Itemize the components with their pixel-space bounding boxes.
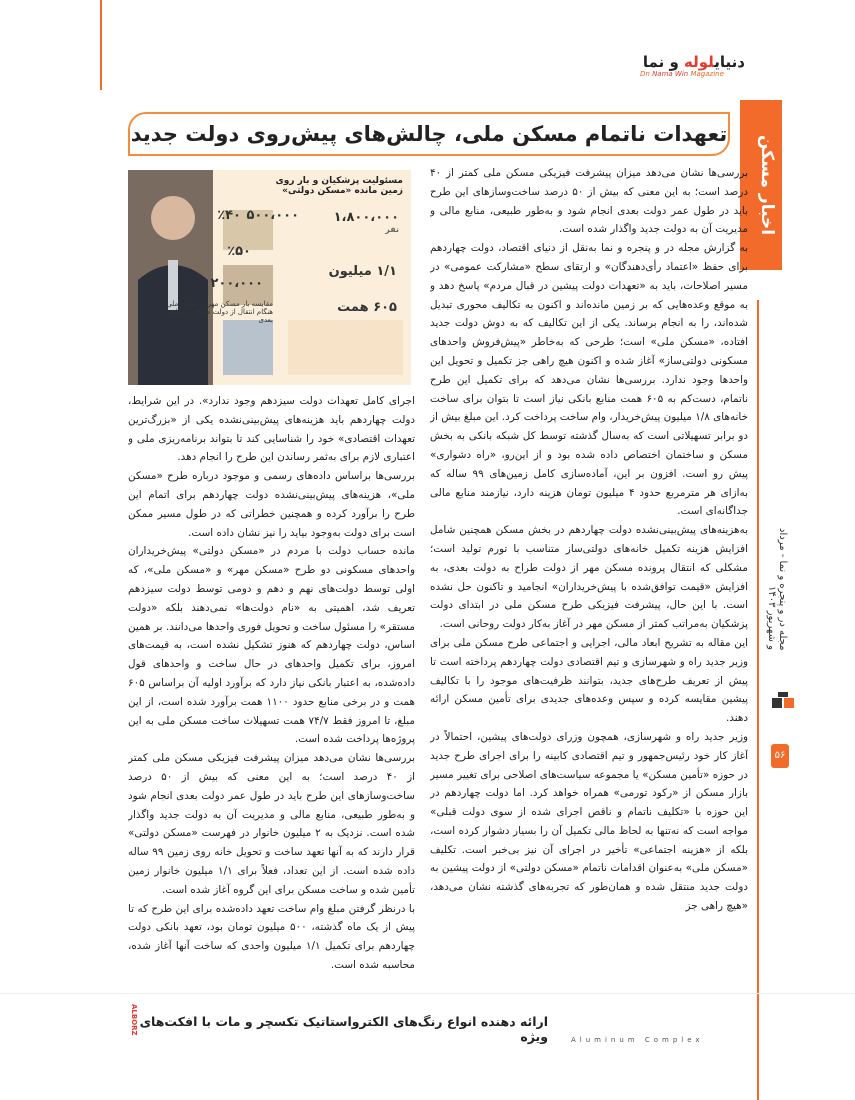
paragraph: بررسی‌ها نشان می‌دهد میزان پیشرفت فیزیکی مسکن ملی کمتر از ۴۰ درصد است؛ به این معنی که بیش از ۵۰ درصد ساخت‌وسازهای این طرح باید در طول عمر دولت بعدی انجام شود و به‌طور طبیعی، منابع مالی و مدیریت آن به دولت جدید واگذار شده است.: [430, 167, 748, 236]
top-accent-line: [100, 0, 102, 90]
paragraph: مانده حساب دولت با مردم در «مسکن دولتی» پیش‌خریداران واحدهای مسکونی دو طرح «مسکن مهر» و «مسکن ملی»، که اولی توسط دولت‌های نهم و دهم و دومی توسط دولت سیزدهم تعریف شد، اهمیتی به «نام دولت‌ها» نمی‌دهند بلکه «دولت مستقر» را مسئول ساخت و تحویل فوری واحدها می‌دانند. بر همین اساس، دولت چهاردهم که هنوز تشکیل نشده است، به قیمت‌های امروز، برای تکمیل واحدهای در حال ساخت و واحدهای قول داده‌شده، به اعتبار بانکی نیاز دارد که برآورد اولیه آن براساس ۶۰۵ همت و در برخی منابع حدود ۱۱۰۰ همت برآورد شده است، از این مبلغ، تا امروز فقط ۷۴/۷ همت تسهیلات ساخت مسکن ملی به این پروژه‌ها پرداخت شده است.: [128, 545, 415, 746]
paragraph: اجرای کامل تعهدات دولت سیزدهم وجود ندارد». در این شرایط، دولت چهاردهم باید هزینه‌های پیش‌بینی‌نشده یکی از «بزرگ‌ترین تعهدات اقتصادی» خود را شناسایی کند تا بتواند برنامه‌ریزی ملی و اعتباری لازم برای به‌ثمر رساندن این طرح را انجام دهد.: [128, 395, 415, 464]
stat-g: ۶۰۵ همت: [337, 300, 397, 315]
magazine-logo: دنیایلوله و نما Dn Nama Win Magazine: [640, 53, 745, 78]
ad-tagline: ارائه دهنده انواع رنگ‌های الکترواستاتیک تکسچر و مات با افکت‌های ویژه: [139, 1014, 548, 1044]
advertisement: [128, 1002, 728, 1046]
section-label: اخبار مسکن: [757, 134, 777, 236]
article-column-right: [430, 164, 748, 982]
infographic: [128, 170, 411, 385]
paragraph: با درنظر گرفتن مبلغ وام ساخت تعهد داده‌شده برای این طرح که تا پیش از یک ماه گذشته، ۵۰۰ میلیون تومان بود، تعهد بانکی دولت چهاردهم برای تکمیل ۱/۱ میلیون واحدی که ساخت آنها آغاز شده، محاسبه شده است.: [128, 902, 415, 971]
magazine-mark-icon: [770, 690, 796, 716]
stat-e: ٪۵۰: [227, 244, 251, 259]
infographic-note: مقایسه بار مسکن مهر و مسکن ملی هنگام انتقال از دولت طراح به دولت بعدی: [166, 300, 273, 324]
infographic-title: مسئولیت پزشکیان و بار روی زمین مانده «مسکن دولتی»: [275, 176, 403, 196]
stat-c: ٪۴۰: [217, 208, 241, 223]
stat-a: ۱،۸۰۰،۰۰۰ نفر: [333, 210, 399, 234]
stat-b: ۵۰۰،۰۰۰: [246, 208, 299, 223]
paragraph: بررسی‌ها نشان می‌دهد میزان پیشرفت فیزیکی مسکن ملی کمتر از ۴۰ درصد است؛ به این معنی که بیش از ۵۰ درصد ساخت‌وسازهای این طرح باید در طول عمر دولت بعدی انجام شود و به‌طور طبیعی، منابع مالی و مدیریت آن به دولت جدید واگذار شده است. نزدیک به ۲ میلیون خانوار در فهرست «مسکن دولتی» قرار دارند که به آنها تعهد ساخت و تحویل خانه روی زمین ۹۹ ساله داده شده است. از این تعداد، فعلاً برای ۱/۱ میلیون خانوار زمین تأمین شده و ساخت مسکن برای این گروه آغاز شده است.: [128, 752, 415, 896]
paragraph: به گزارش مجله در و پنجره و نما به‌نقل از دنیای اقتصاد، دولت چهاردهم برای حفظ «اعتماد رأی‌دهندگان» و ارتقای سطح «مشارکت عمومی» در مسیر اصلاحات، باید به «تعهدات دولت پیشین در قبال مردم» پاسخ دهد و به موقع وعده‌هایی که بر زمین مانده‌اند و اکنون به تکالیف محوری تبدیل شده‌اند، را به انجام برساند. یکی از این تکالیف که به دوش دولت جدید افتاده، «مسکن ملی» است؛ طرحی که به‌خاطر «پیش‌فروش واحدهای مسکونی دولتی‌ساز» آغاز شده و اکنون هیچ راهی جز تکمیل و تحویل این واحدها وجود ندارد. بررسی‌ها نشان می‌دهد که برای تکمیل این طرح ناتمام، دست‌کم به ۶۰۵ همت منابع بانکی نیاز است تا بتوان برای ساخت خانه‌های ۱/۸ میلیون پیش‌خریدار، وام ساخت پرداخت کرد. این مبلغ بیش از دو برابر تسهیلاتی است که به‌سال گذشته توسط کل شبکه بانکی به بخش مسکن و ساختمان اختصاص داده شده بود و از این‌رو، «راه دشواری» پیش رو است. افزون بر این، آماده‌سازی کامل زمین‌های ۹۹ ساله که به‌ازای هر مترمربع حدود ۴ میلیون تومان هزینه دارد، نیازمند منابع مالی جداگانه‌ای است.: [430, 242, 748, 518]
issue-info: مجله در و پنجره و نما - مرداد و شهریور ۱۴۰۳: [766, 527, 788, 650]
paragraph: به‌هزینه‌های پیش‌بینی‌نشده دولت چهاردهم در بخش مسکن همچنین شامل افزایش هزینه تکمیل خانه‌های دولتی‌ساز متناسب با تورم تولید است؛ مشکلی که انتقال پرونده مسکن مهر از دولت طراح به دولت بعدی، به افزایش «قیمت توافق‌شده با پیش‌خریداران» انجامید و تاکنون حل نشده است. با این حال، پیشرفت فیزیکی طرح مسکن ملی در ابتدای دولت پزشکیان به‌مراتب کمتر از مسکن مهر در آغاز به‌کار دولت روحانی است.: [430, 524, 748, 631]
stat-f: ۲۰۰،۰۰۰: [210, 276, 263, 291]
paragraph: وزیر جدید راه و شهرسازی، همچون وزرای دولت‌های پیشین، احتمالاً در آغاز کار خود رئیس‌جمهور و تیم اقتصادی کابینه را برای اجرای طرح جدید در حوزه «تأمین مسکن» یا مجموعه سیاست‌های اصلاحی برای تغییر مسیر بازار مسکن از «رکود تورمی» همراه خواهد کرد. اما دولت چهاردهم در این حوزه با «تکلیف ناتمام و ناقص اجرای شده از سوی دولت قبلی» مواجه است که نه‌تنها به لحاظ مالی تکمیل آن را بسیار دشوار کرده است، بلکه از «هزینه اجتماعی» تأخیر در اجرای آن نیز بی‌خبر است. تکلیف «مسکن ملی» به‌عنوان اقدامات ناتمام «مسکن دولتی» از دولت پیشین به دولت جدید منتقل شده و همان‌طور که تجربه‌های گذشته نشان می‌دهد، «هیچ راهی جز: [430, 730, 748, 913]
alborz-logo: [556, 1004, 708, 1036]
article-column-left: [128, 392, 415, 982]
footer-divider: [0, 993, 855, 994]
paragraph: بررسی‌ها براساس داده‌های رسمی و موجود درباره طرح «مسکن ملی»، هزینه‌های پیش‌بینی‌نشده دولت چهاردهم برای اتمام این طرح را برآورد کرده و همچنین خطراتی که در طول مسیر ممکن است برای دولت به‌وجود بیاید را نیز نشان داده است.: [128, 470, 415, 539]
paragraph: این مقاله به تشریح ابعاد مالی، اجرایی و اجتماعی طرح مسکن ملی برای وزیر جدید راه و شهرسازی و تیم اقتصادی دولت چهاردهم پرداخته است تا پیش از تعریف طرح‌های جدید، بتوانند ظرفیت‌های موجود را با تکالیف پیشین مقایسه کرده و سپس وعده‌های جدیدی برای تأمین مسکن ارائه دهند.: [430, 636, 748, 725]
alborz-subtitle: Aluminum Complex: [571, 1036, 704, 1044]
stat-d: ۱/۱ میلیون: [328, 264, 397, 279]
side-accent-line: [757, 300, 759, 1100]
brand-vertical-text: ALBORZ: [130, 1004, 138, 1036]
article-title: تعهدات ناتمام مسکن ملی، چالش‌های پیش‌روی دولت جدید: [128, 112, 730, 156]
page-number: ۵۶: [771, 744, 789, 768]
